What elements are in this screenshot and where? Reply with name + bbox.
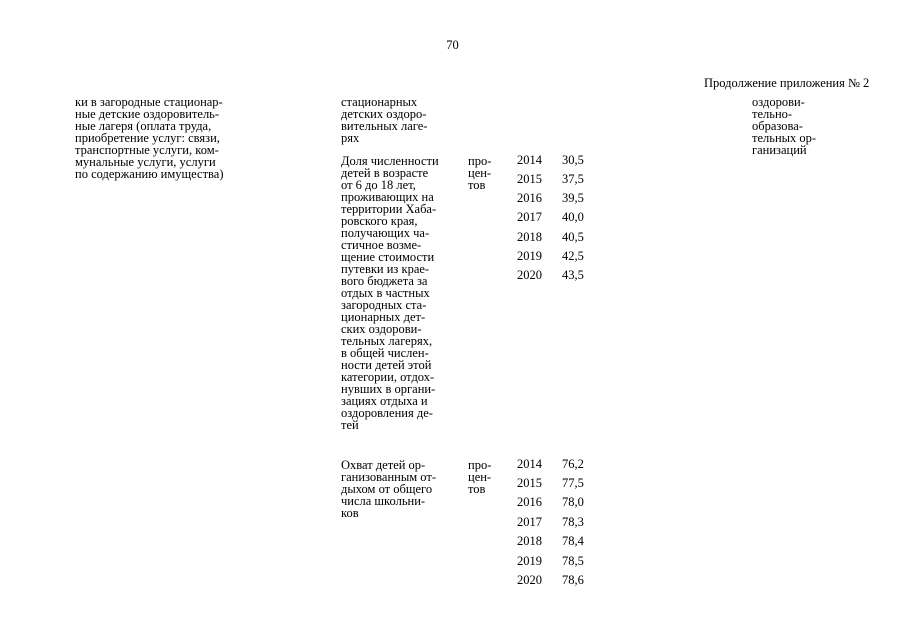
indicator-2-year-2014: 2014 (517, 457, 542, 471)
indicator-2-unit: про- цен- тов (468, 458, 492, 496)
indicator-2-value-2015: 77,5 (562, 476, 584, 490)
indicator-1-value-2016: 39,5 (562, 191, 584, 205)
indicator-1-value-2018: 40,5 (562, 230, 584, 244)
col1-text: ки в загородные стационар- ные детские оздоровитель- ные лагеря (оплата труда, приобретение услуг: связи, транспортные услуги, ком- мунальные услуги, услуги по содержанию имущества) (75, 95, 224, 181)
indicator-1-value-2020: 43,5 (562, 268, 584, 282)
indicator-2-year-2017: 2017 (517, 515, 542, 529)
indicator-1-year-2015: 2015 (517, 172, 542, 186)
indicator-2-value-2016: 78,0 (562, 495, 584, 509)
indicator-2-year-2015: 2015 (517, 476, 542, 490)
indicator-2-value-2017: 78,3 (562, 515, 584, 529)
indicator-1-year-2017: 2017 (517, 210, 542, 224)
indicator-2-year-2019: 2019 (517, 554, 542, 568)
indicator-1-year-2014: 2014 (517, 153, 542, 167)
indicator-1-text: Доля численности детей в возрасте от 6 до 18 лет, проживающих на территории Хаба- ровского края, получающих ча- стичное возме- щение стоимости путевки из краe- вого бюджета за отдых в частных загородных ста- ционарных дет- ских оздорови- тельных лагерях, в общей числен- ности детей этой категории, отдох- нувших в органи- зациях отдыха и оздоровления де- тей (341, 154, 439, 432)
indicator-2-text: Охват детей ор- ганизованным от- дыхом от общего числа школьни- ков (341, 458, 436, 520)
indicator-2-year-2018: 2018 (517, 534, 542, 548)
indicator-2-year-2020: 2020 (517, 573, 542, 587)
continuation-note: Продолжение приложения № 2 (704, 76, 870, 90)
indicator-1-value-2017: 40,0 (562, 210, 584, 224)
indicator-1-value-2014: 30,5 (562, 153, 584, 167)
indicator-1-value-2015: 37,5 (562, 172, 584, 186)
page-number: 70 (446, 38, 459, 52)
indicator-1-year-2019: 2019 (517, 249, 542, 263)
col2-header-text: стационарных детских оздоро- вительных лаге- рях (341, 95, 428, 145)
indicator-2-year-2016: 2016 (517, 495, 542, 509)
col7-text: оздорови- тельно- образова- тельных ор- ганизаций (752, 95, 817, 157)
indicator-1-value-2019: 42,5 (562, 249, 584, 263)
indicator-2-value-2014: 76,2 (562, 457, 584, 471)
indicator-1-year-2016: 2016 (517, 191, 542, 205)
indicator-2-value-2019: 78,5 (562, 554, 584, 568)
indicator-2-value-2018: 78,4 (562, 534, 584, 548)
indicator-1-unit: про- цен- тов (468, 154, 492, 192)
indicator-1-year-2018: 2018 (517, 230, 542, 244)
indicator-1-year-2020: 2020 (517, 268, 542, 282)
indicator-2-value-2020: 78,6 (562, 573, 584, 587)
